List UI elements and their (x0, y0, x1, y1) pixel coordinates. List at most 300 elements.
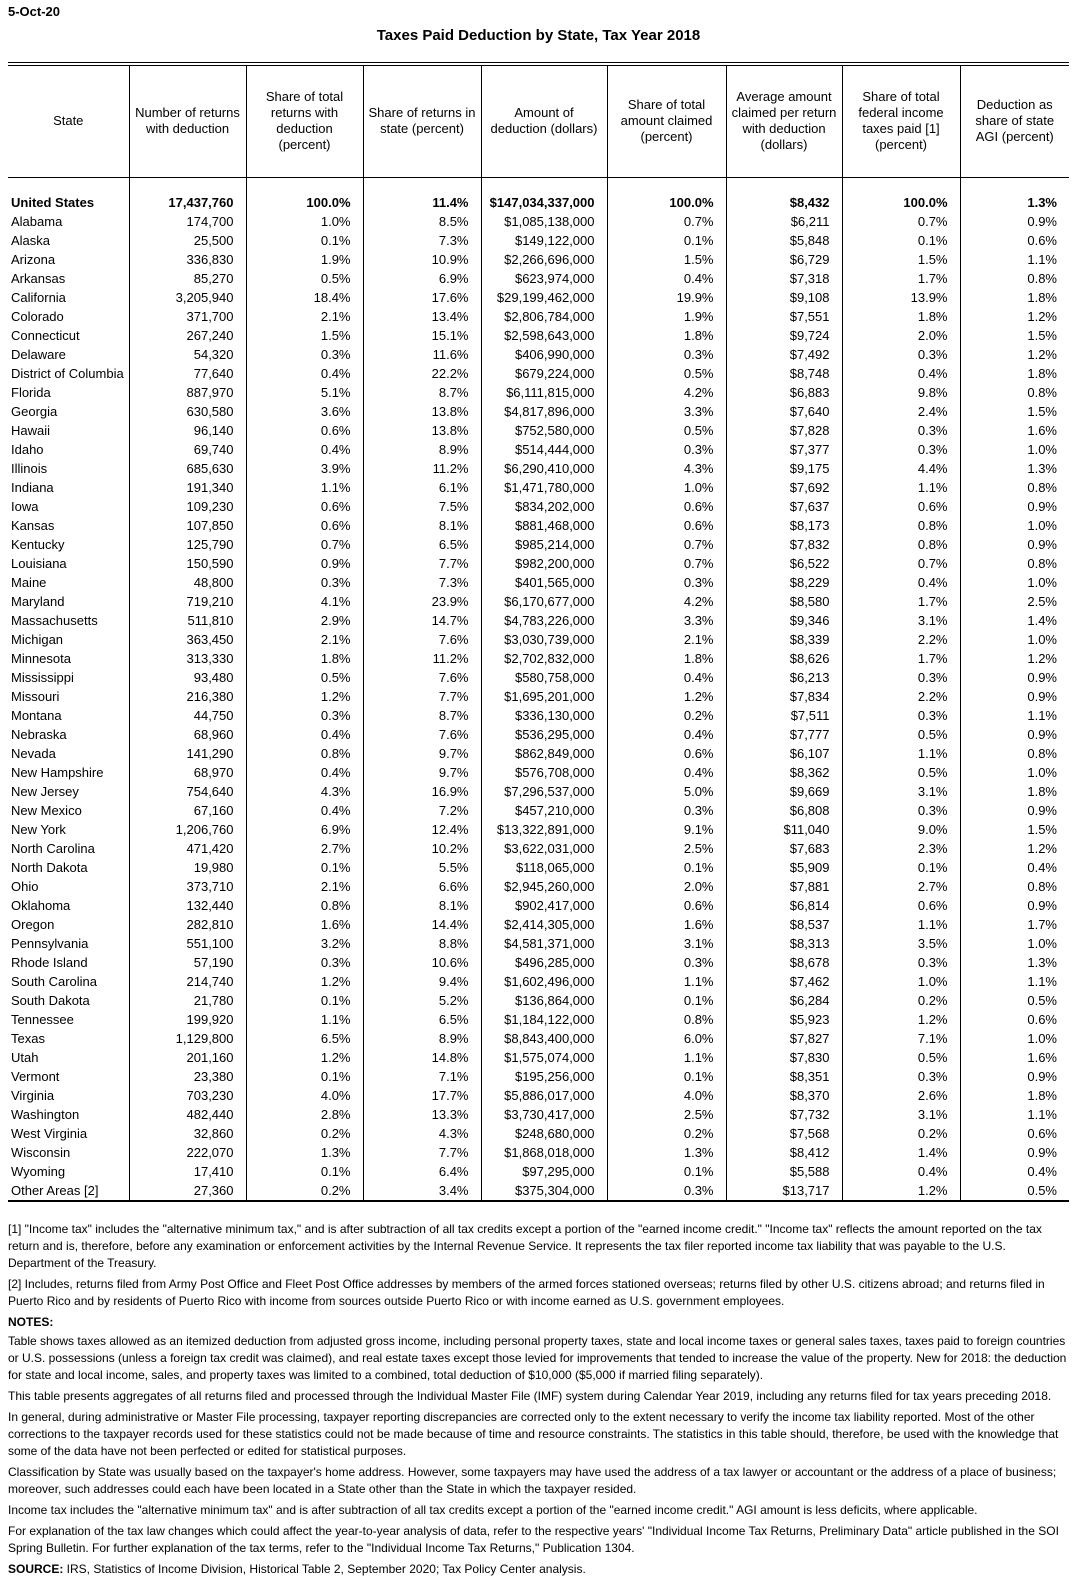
value-cell: 0.8% (246, 896, 363, 915)
value-cell: $6,170,677,000 (481, 592, 607, 611)
state-name-cell: Tennessee (8, 1010, 129, 1029)
value-cell: 0.3% (842, 706, 960, 725)
value-cell: 1.4% (1027, 613, 1057, 628)
value-cell: 1.0% (1027, 575, 1057, 590)
value-cell: 6.6% (363, 877, 481, 896)
state-name-cell: New Mexico (8, 801, 129, 820)
table-row (8, 1124, 1069, 1143)
value-cell: 17,437,760 (129, 193, 246, 212)
value-cell: $8,313 (726, 934, 842, 953)
value-cell: 0.2% (246, 1181, 363, 1201)
value-cell: 551,100 (129, 934, 246, 953)
value-cell: 4.0% (246, 1086, 363, 1105)
table-row (8, 1086, 1069, 1105)
value-cell: 1.8% (1027, 1088, 1057, 1103)
table-row (8, 972, 1069, 991)
value-cell: 85,270 (129, 269, 246, 288)
state-name-cell: Oregon (8, 915, 129, 934)
value-cell: 8.5% (363, 212, 481, 231)
value-cell: $7,318 (726, 269, 842, 288)
value-cell: $1,695,201,000 (481, 687, 607, 706)
col-header-state: State (8, 64, 129, 177)
value-cell: 7.1% (842, 1029, 960, 1048)
state-name-cell: New York (8, 820, 129, 839)
value-cell: 0.5% (1027, 993, 1057, 1008)
value-cell: 68,970 (129, 763, 246, 782)
value-cell: 1.1% (1027, 252, 1057, 267)
value-cell: 1.2% (842, 1010, 960, 1029)
value-cell: 6.1% (363, 478, 481, 497)
value-cell: 67,160 (129, 801, 246, 820)
value-cell: 10.9% (363, 250, 481, 269)
value-cell: 0.6% (1027, 1126, 1057, 1141)
table-row (8, 915, 1069, 934)
value-cell: 11.2% (363, 649, 481, 668)
value-cell: $7,830 (726, 1048, 842, 1067)
value-cell: 0.6% (246, 421, 363, 440)
value-cell: 6.9% (363, 269, 481, 288)
value-cell: 0.7% (842, 554, 960, 573)
value-cell: 9.7% (363, 763, 481, 782)
value-cell: $4,783,226,000 (481, 611, 607, 630)
value-cell: $3,622,031,000 (481, 839, 607, 858)
table-row (8, 440, 1069, 459)
value-cell: 0.9% (1027, 898, 1057, 913)
value-cell: 100.0% (246, 193, 363, 212)
value-cell: 2.8% (246, 1105, 363, 1124)
value-cell: 1.5% (1027, 328, 1057, 343)
value-cell: $97,295,000 (481, 1162, 607, 1181)
value-cell: 0.4% (842, 1162, 960, 1181)
value-cell: 1.8% (1027, 366, 1057, 381)
value-cell: $7,637 (726, 497, 842, 516)
value-cell: $902,417,000 (481, 896, 607, 915)
state-name-cell: Other Areas [2] (8, 1181, 129, 1201)
value-cell: 2.2% (842, 687, 960, 706)
value-cell: 0.4% (246, 801, 363, 820)
value-cell: 1.8% (1027, 290, 1057, 305)
value-cell: 13.4% (363, 307, 481, 326)
table-row (8, 801, 1069, 820)
tax-deduction-table (8, 62, 1069, 1202)
value-cell: 32,860 (129, 1124, 246, 1143)
value-cell: $147,034,337,000 (481, 193, 607, 212)
value-cell: 5.5% (363, 858, 481, 877)
value-cell: $679,224,000 (481, 364, 607, 383)
value-cell: $1,471,780,000 (481, 478, 607, 497)
value-cell: 0.2% (607, 1124, 726, 1143)
value-cell: 1.1% (246, 478, 363, 497)
value-cell: 0.6% (607, 896, 726, 915)
value-cell: 12.4% (363, 820, 481, 839)
value-cell: 0.7% (607, 212, 726, 231)
value-cell: $834,202,000 (481, 497, 607, 516)
value-cell: 0.7% (246, 535, 363, 554)
value-cell: 96,140 (129, 421, 246, 440)
value-cell: 1.0% (1027, 518, 1057, 533)
value-cell: 0.2% (842, 991, 960, 1010)
table-row (8, 535, 1069, 554)
value-cell: 1.2% (1027, 841, 1057, 856)
value-cell: 0.4% (607, 763, 726, 782)
value-cell: 11.6% (363, 345, 481, 364)
value-cell: $3,730,417,000 (481, 1105, 607, 1124)
value-cell: 9.0% (842, 820, 960, 839)
value-cell: 7.1% (363, 1067, 481, 1086)
value-cell: 336,830 (129, 250, 246, 269)
value-cell: 0.3% (246, 573, 363, 592)
value-cell: $514,444,000 (481, 440, 607, 459)
table-row (8, 1143, 1069, 1162)
value-cell: 1.1% (842, 744, 960, 763)
note-item: Income tax includes the "alternative minimum tax" and is after subtraction of all tax credits except a portion of the "earned income credit." AGI amount is less deficits, where applicable. (8, 1503, 978, 1517)
table-row (8, 1029, 1069, 1048)
state-name-cell: Massachusetts (8, 611, 129, 630)
state-name-cell: Georgia (8, 402, 129, 421)
table-row (8, 573, 1069, 592)
value-cell: 27,360 (129, 1181, 246, 1201)
col-header-share-agi: Deduction as share of state AGI (percent) (960, 64, 1069, 177)
table-row (8, 1048, 1069, 1067)
value-cell: 1.1% (1027, 974, 1057, 989)
value-cell: 1.8% (842, 307, 960, 326)
value-cell: 0.4% (246, 440, 363, 459)
value-cell: 9.4% (363, 972, 481, 991)
value-cell: 0.4% (246, 364, 363, 383)
table-row (8, 820, 1069, 839)
value-cell: 19,980 (129, 858, 246, 877)
value-cell: 1.0% (1027, 1031, 1057, 1046)
value-cell: 0.6% (607, 744, 726, 763)
value-cell: 0.1% (246, 1162, 363, 1181)
value-cell: 3.1% (842, 611, 960, 630)
value-cell: $336,130,000 (481, 706, 607, 725)
value-cell: 0.9% (1027, 1145, 1057, 1160)
value-cell: $401,565,000 (481, 573, 607, 592)
value-cell: 1.6% (246, 915, 363, 934)
value-cell: 0.5% (246, 269, 363, 288)
state-name-cell: Kansas (8, 516, 129, 535)
col-header-num-returns: Number of returns with deduction (129, 64, 246, 177)
value-cell: 1.7% (842, 269, 960, 288)
value-cell: 1.2% (246, 972, 363, 991)
value-cell: 0.6% (607, 497, 726, 516)
value-cell: 0.9% (1027, 214, 1057, 229)
table-row (8, 516, 1069, 535)
value-cell: $580,758,000 (481, 668, 607, 687)
value-cell: 1,129,800 (129, 1029, 246, 1048)
value-cell: 2.1% (246, 877, 363, 896)
state-name-cell: West Virginia (8, 1124, 129, 1143)
value-cell: 109,230 (129, 497, 246, 516)
value-cell: 48,800 (129, 573, 246, 592)
value-cell: 100.0% (842, 193, 960, 212)
value-cell: 754,640 (129, 782, 246, 801)
value-cell: $6,883 (726, 383, 842, 402)
value-cell: 1.6% (607, 915, 726, 934)
value-cell: 0.5% (842, 725, 960, 744)
state-name-cell: Indiana (8, 478, 129, 497)
value-cell: $7,296,537,000 (481, 782, 607, 801)
value-cell: 0.1% (246, 1067, 363, 1086)
table-row (8, 212, 1069, 231)
col-header-average-amount: Average amount claimed per return with deduction (dollars) (726, 64, 842, 177)
value-cell: 371,700 (129, 307, 246, 326)
value-cell: 1.2% (607, 687, 726, 706)
value-cell: 0.9% (1027, 727, 1057, 742)
value-cell: $7,827 (726, 1029, 842, 1048)
value-cell: $623,974,000 (481, 269, 607, 288)
value-cell: 1.4% (842, 1143, 960, 1162)
table-row (8, 250, 1069, 269)
value-cell: 363,450 (129, 630, 246, 649)
value-cell: 0.1% (246, 991, 363, 1010)
value-cell: 2.1% (246, 307, 363, 326)
value-cell: 222,070 (129, 1143, 246, 1162)
state-name-cell: California (8, 288, 129, 307)
table-row (8, 288, 1069, 307)
value-cell: $6,107 (726, 744, 842, 763)
value-cell: 373,710 (129, 877, 246, 896)
value-cell: 7.7% (363, 1143, 481, 1162)
value-cell: 1.0% (246, 212, 363, 231)
value-cell: $457,210,000 (481, 801, 607, 820)
value-cell: 191,340 (129, 478, 246, 497)
state-name-cell: Texas (8, 1029, 129, 1048)
value-cell: 216,380 (129, 687, 246, 706)
value-cell: 6.5% (246, 1029, 363, 1048)
value-cell: 10.2% (363, 839, 481, 858)
col-header-share-federal-taxes: Share of total federal income taxes paid [1] (percent) (842, 64, 960, 177)
value-cell: $6,814 (726, 896, 842, 915)
value-cell: 14.4% (363, 915, 481, 934)
value-cell: $2,266,696,000 (481, 250, 607, 269)
value-cell: 7.6% (363, 668, 481, 687)
state-name-cell: Nevada (8, 744, 129, 763)
value-cell: 5.0% (607, 782, 726, 801)
note-item: For explanation of the tax law changes which could affect the year-to-year analysis of data, refer to the respective years' "Individual Income Tax Returns, Preliminary Data" article published in the SOI Spring Bulletin. For further explanation of the tax terms, refer to the "Individual Income Tax Returns," Publication 1304. (8, 1524, 1059, 1555)
value-cell: $8,362 (726, 763, 842, 782)
value-cell: 57,190 (129, 953, 246, 972)
value-cell: 9.8% (842, 383, 960, 402)
value-cell: 13.9% (842, 288, 960, 307)
value-cell: 1.3% (1027, 461, 1057, 476)
value-cell: 887,970 (129, 383, 246, 402)
table-row (8, 383, 1069, 402)
value-cell: $6,729 (726, 250, 842, 269)
footnote-2: [2] Includes, returns filed from Army Post Office and Fleet Post Office addresses by members of the armed forces stationed overseas; returns filed by other U.S. citizens abroad; and returns filed in Puerto Rico and by residents of Puerto Rico with income from sources outside Puerto Rico or with income earned as U.S. government employees. (8, 1277, 1045, 1308)
value-cell: 0.8% (1027, 556, 1057, 571)
value-cell: 0.8% (1027, 879, 1057, 894)
value-cell: 0.5% (607, 364, 726, 383)
value-cell: 0.6% (842, 896, 960, 915)
value-cell: $8,432 (726, 193, 842, 212)
value-cell: 9.7% (363, 744, 481, 763)
value-cell: $13,717 (726, 1181, 842, 1201)
state-name-cell: Kentucky (8, 535, 129, 554)
value-cell: 511,810 (129, 611, 246, 630)
value-cell: $406,990,000 (481, 345, 607, 364)
value-cell: 174,700 (129, 212, 246, 231)
value-cell: 1.3% (1027, 955, 1057, 970)
value-cell: 0.3% (607, 801, 726, 820)
table-row (8, 706, 1069, 725)
col-header-share-amount: Share of total amount claimed (percent) (607, 64, 726, 177)
value-cell: 4.0% (607, 1086, 726, 1105)
state-name-cell: Pennsylvania (8, 934, 129, 953)
state-name-cell: Maryland (8, 592, 129, 611)
value-cell: $8,351 (726, 1067, 842, 1086)
state-name-cell: North Carolina (8, 839, 129, 858)
value-cell: 11.2% (363, 459, 481, 478)
value-cell: $5,588 (726, 1162, 842, 1181)
value-cell: 0.4% (246, 763, 363, 782)
value-cell: 54,320 (129, 345, 246, 364)
value-cell: $7,462 (726, 972, 842, 991)
value-cell: $536,295,000 (481, 725, 607, 744)
table-row (8, 687, 1069, 706)
value-cell: 0.9% (1027, 1069, 1057, 1084)
value-cell: 0.3% (842, 801, 960, 820)
value-cell: 8.9% (363, 1029, 481, 1048)
table-row (8, 554, 1069, 573)
value-cell: 0.3% (607, 573, 726, 592)
value-cell: 0.3% (842, 440, 960, 459)
value-cell: $2,414,305,000 (481, 915, 607, 934)
table-body (8, 177, 1069, 1201)
value-cell: 1.7% (842, 592, 960, 611)
value-cell: 13.8% (363, 402, 481, 421)
value-cell: 0.4% (607, 725, 726, 744)
value-cell: 7.7% (363, 554, 481, 573)
value-cell: $752,580,000 (481, 421, 607, 440)
value-cell: $4,581,371,000 (481, 934, 607, 953)
value-cell: 0.1% (607, 1162, 726, 1181)
state-name-cell: Iowa (8, 497, 129, 516)
state-name-cell: United States (8, 193, 129, 212)
value-cell: 22.2% (363, 364, 481, 383)
value-cell: 3.3% (607, 611, 726, 630)
value-cell: 17.6% (363, 288, 481, 307)
state-name-cell: Arizona (8, 250, 129, 269)
note-item: Classification by State was usually based on the taxpayer's home address. However, some taxpayers may have used the address of a tax lawyer or accountant or the address of a place of business; moreover, such addresses could each have been located in a State other than the State in which the taxpayer resided. (8, 1465, 1057, 1496)
value-cell: 5.1% (246, 383, 363, 402)
value-cell: 0.9% (1027, 803, 1057, 818)
value-cell: 267,240 (129, 326, 246, 345)
value-cell: 141,290 (129, 744, 246, 763)
state-name-cell: Utah (8, 1048, 129, 1067)
state-name-cell: Florida (8, 383, 129, 402)
value-cell: 2.0% (842, 326, 960, 345)
value-cell: 313,330 (129, 649, 246, 668)
value-cell: $8,173 (726, 516, 842, 535)
source-line (8, 1561, 1069, 1578)
value-cell: 0.3% (607, 440, 726, 459)
value-cell: $7,732 (726, 1105, 842, 1124)
value-cell: 3.3% (607, 402, 726, 421)
state-name-cell: Connecticut (8, 326, 129, 345)
col-header-amount: Amount of deduction (dollars) (481, 64, 607, 177)
value-cell: 0.9% (1027, 670, 1057, 685)
state-name-cell: Wyoming (8, 1162, 129, 1181)
value-cell: $8,626 (726, 649, 842, 668)
value-cell: 125,790 (129, 535, 246, 554)
table-row (8, 592, 1069, 611)
value-cell: 1.2% (1027, 309, 1057, 324)
spacer-cell (726, 177, 842, 193)
value-cell: $9,108 (726, 288, 842, 307)
value-cell: 4.4% (842, 459, 960, 478)
value-cell: 1.8% (607, 326, 726, 345)
table-row (8, 953, 1069, 972)
value-cell: 0.1% (607, 991, 726, 1010)
value-cell: $8,370 (726, 1086, 842, 1105)
value-cell: 7.6% (363, 630, 481, 649)
value-cell: 8.7% (363, 706, 481, 725)
value-cell: 0.6% (1027, 233, 1057, 248)
table-row (8, 630, 1069, 649)
value-cell: 9.1% (607, 820, 726, 839)
value-cell: 17.7% (363, 1086, 481, 1105)
table-row (8, 858, 1069, 877)
value-cell: $6,284 (726, 991, 842, 1010)
value-cell: 0.3% (842, 345, 960, 364)
value-cell: 16.9% (363, 782, 481, 801)
value-cell: 1.0% (1027, 765, 1057, 780)
value-cell: 1.1% (842, 478, 960, 497)
value-cell: $6,808 (726, 801, 842, 820)
value-cell: 0.7% (842, 212, 960, 231)
value-cell: $7,551 (726, 307, 842, 326)
value-cell: 1.5% (607, 250, 726, 269)
value-cell: 7.7% (363, 687, 481, 706)
value-cell: $5,909 (726, 858, 842, 877)
value-cell: 0.4% (842, 364, 960, 383)
state-name-cell: Maine (8, 573, 129, 592)
table-row (8, 1181, 1069, 1201)
value-cell: $5,923 (726, 1010, 842, 1029)
value-cell: 0.3% (842, 668, 960, 687)
value-cell: 8.7% (363, 383, 481, 402)
value-cell: $375,304,000 (481, 1181, 607, 1201)
value-cell: 1.8% (607, 649, 726, 668)
table-row (8, 497, 1069, 516)
footnotes-section (8, 1221, 1069, 1578)
value-cell: $149,122,000 (481, 231, 607, 250)
value-cell: 0.8% (1027, 746, 1057, 761)
table-row (8, 1010, 1069, 1029)
value-cell: $1,868,018,000 (481, 1143, 607, 1162)
value-cell: 23.9% (363, 592, 481, 611)
value-cell: 1.7% (1027, 917, 1057, 932)
value-cell: $8,580 (726, 592, 842, 611)
value-cell: $7,828 (726, 421, 842, 440)
value-cell: 3.1% (842, 782, 960, 801)
value-cell: $9,724 (726, 326, 842, 345)
value-cell: 0.4% (607, 668, 726, 687)
value-cell: 132,440 (129, 896, 246, 915)
value-cell: 1.1% (246, 1010, 363, 1029)
value-cell: 2.5% (1027, 594, 1057, 609)
value-cell: 0.3% (607, 1181, 726, 1201)
table-row (8, 193, 1069, 212)
value-cell: $7,777 (726, 725, 842, 744)
spacer-cell (129, 177, 246, 193)
value-cell: $496,285,000 (481, 953, 607, 972)
table-row (8, 763, 1069, 782)
value-cell: 0.4% (842, 573, 960, 592)
value-cell: 4.3% (607, 459, 726, 478)
